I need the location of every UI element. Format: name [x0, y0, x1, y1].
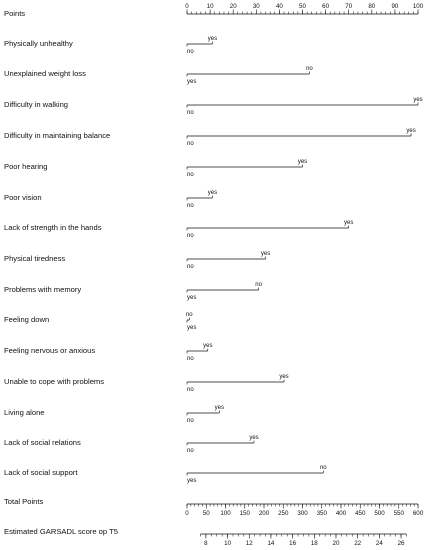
- predictor-level-label: yes: [187, 295, 197, 301]
- points-tick-label: 20: [229, 3, 237, 10]
- predictor-label: Lack of social support: [4, 468, 78, 477]
- predictor-level-label: no: [187, 172, 194, 178]
- predictor-level-label: no: [187, 203, 194, 209]
- predictor-level-label: yes: [207, 190, 218, 196]
- total-points-tick-label: 300: [297, 510, 308, 517]
- total-points-tick-label: 250: [278, 510, 289, 517]
- score-tick-label: 12: [245, 540, 253, 547]
- score-tick-label: 14: [267, 540, 275, 547]
- predictor-label: Problems with memory: [4, 285, 82, 294]
- predictor-label: Feeling down: [4, 315, 50, 324]
- total-points-label: Total Points: [4, 497, 44, 506]
- predictor-level-label: yes: [187, 478, 197, 484]
- predictor-row-lack-of-strength-in-the-hands: [4, 220, 353, 239]
- points-tick-label: 60: [322, 3, 330, 10]
- score-tick-label: 16: [289, 540, 297, 547]
- predictor-label: Lack of strength in the hands: [4, 223, 102, 232]
- predictor-level-label: yes: [203, 343, 213, 349]
- predictor-label: Physically unhealthy: [4, 39, 73, 48]
- predictor-level-label: yes: [249, 435, 259, 441]
- total-points-tick-label: 350: [316, 510, 327, 517]
- predictor-row-poor-hearing: [4, 159, 307, 178]
- total-points-tick-label: 400: [335, 510, 347, 517]
- total-points-tick-label: 150: [239, 510, 250, 517]
- total-points-tick-label: 600: [412, 510, 424, 517]
- score-tick-label: 8: [204, 540, 208, 547]
- predictor-level-label: no: [187, 110, 194, 116]
- predictor-level-label: no: [185, 312, 193, 318]
- predictor-level-label: no: [187, 233, 194, 239]
- points-axis: [4, 3, 424, 18]
- predictor-level-label: yes: [344, 220, 354, 226]
- predictor-level-label: no: [187, 448, 194, 454]
- total-points-tick-label: 550: [393, 510, 404, 517]
- predictor-level-label: no: [187, 264, 194, 270]
- predictor-level-label: no: [187, 387, 194, 393]
- predictor-level-label: yes: [187, 79, 197, 85]
- score-axis-label: Estimated GARSADL score op T5: [4, 527, 118, 536]
- predictor-row-feeling-down: [4, 312, 196, 331]
- predictor-level-label: yes: [279, 374, 289, 380]
- score-axis: [4, 527, 406, 547]
- total-points-tick-label: 200: [258, 510, 270, 517]
- predictor-label: Feeling nervous or anxious: [4, 346, 96, 355]
- total-points-tick-label: 100: [220, 510, 231, 517]
- score-tick-label: 24: [375, 540, 383, 547]
- score-tick-label: 26: [397, 540, 405, 547]
- predictor-level-label: yes: [406, 128, 416, 134]
- predictor-row-unable-to-cope-with-problems: [4, 374, 289, 393]
- total-points-tick-label: 50: [202, 510, 210, 517]
- points-tick-label: 30: [252, 3, 260, 10]
- predictor-label: Physical tiredness: [4, 254, 66, 263]
- predictor-row-problems-with-memory: [4, 282, 263, 301]
- predictor-level-label: no: [255, 282, 262, 288]
- points-tick-label: 100: [412, 3, 424, 10]
- points-tick-label: 40: [275, 3, 283, 10]
- total-points-tick-label: 450: [355, 510, 366, 517]
- predictor-label: Difficulty in maintaining balance: [4, 131, 111, 140]
- predictor-level-label: yes: [207, 36, 218, 42]
- total-points-tick-label: 0: [185, 510, 189, 517]
- points-tick-label: 0: [185, 3, 189, 10]
- predictor-row-unexplained-weight-loss: [4, 66, 313, 85]
- predictor-row-lack-of-social-support: [4, 465, 327, 484]
- predictor-level-label: no: [187, 141, 194, 147]
- predictor-level-label: no: [187, 356, 194, 362]
- points-tick-label: 90: [391, 3, 399, 10]
- predictor-row-physical-tiredness: [4, 251, 270, 270]
- total-points-axis: [4, 497, 424, 517]
- predictor-level-label: yes: [187, 325, 197, 331]
- predictor-label: Poor hearing: [4, 162, 48, 171]
- points-axis-label: Points: [4, 9, 26, 18]
- predictor-row-difficulty-in-maintaining-balance: [4, 128, 416, 147]
- predictor-label: Living alone: [4, 408, 45, 417]
- points-tick-label: 50: [299, 3, 306, 10]
- predictor-label: Lack of social relations: [4, 438, 81, 447]
- predictor-level-label: no: [319, 465, 327, 471]
- predictor-row-poor-vision: [4, 190, 217, 209]
- score-tick-label: 18: [310, 540, 318, 547]
- predictor-row-difficulty-in-walking: [4, 97, 423, 116]
- predictor-level-label: no: [187, 49, 194, 55]
- predictor-level-label: no: [187, 418, 194, 424]
- points-tick-label: 70: [345, 3, 353, 10]
- score-tick-label: 22: [354, 540, 362, 547]
- total-points-tick-label: 500: [374, 510, 385, 517]
- predictor-row-living-alone: [4, 405, 224, 424]
- predictor-level-label: yes: [413, 97, 423, 103]
- predictor-level-label: yes: [297, 159, 308, 165]
- points-tick-label: 80: [368, 3, 376, 10]
- predictor-label: Difficulty in walking: [4, 100, 69, 109]
- predictor-level-label: no: [306, 66, 313, 72]
- score-tick-label: 20: [332, 540, 340, 547]
- predictor-label: Unexplained weight loss: [4, 69, 86, 78]
- score-tick-label: 10: [224, 540, 232, 547]
- predictor-label: Unable to cope with problems: [4, 377, 105, 386]
- points-tick-label: 10: [206, 3, 214, 10]
- predictor-level-label: yes: [214, 405, 225, 411]
- predictor-row-lack-of-social-relations: [4, 435, 259, 454]
- predictor-row-feeling-nervous-or-anxious: [4, 343, 212, 362]
- predictor-label: Poor vision: [4, 193, 42, 202]
- predictor-level-label: yes: [260, 251, 271, 257]
- predictor-row-physically-unhealthy: [4, 36, 217, 55]
